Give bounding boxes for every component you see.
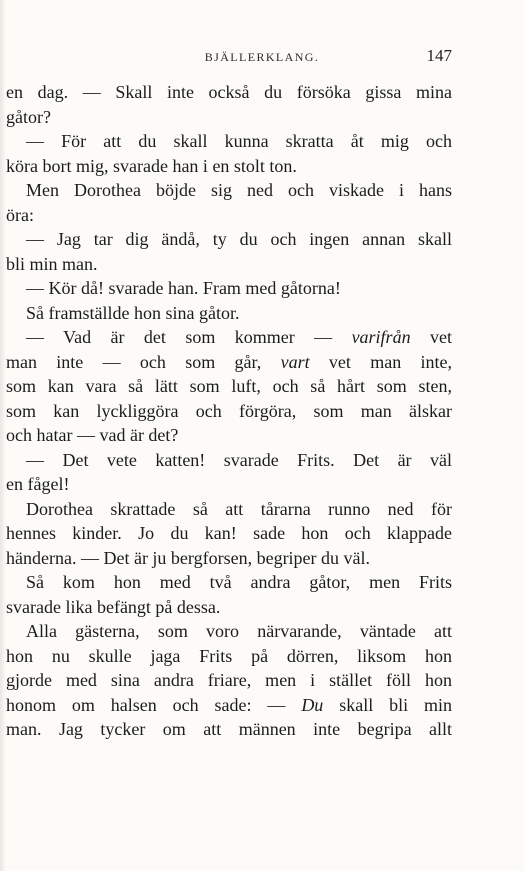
text-line-main: Men Dorothea böjde sig ned och viskade i hans	[26, 180, 452, 200]
text-line	[6, 325, 452, 350]
text-line-main: som kan lyckliggöra och förgöra, som man älskar	[6, 400, 452, 421]
running-head: BJÄLLERKLANG.	[204, 50, 320, 64]
text-line-main: en fågel!	[6, 474, 70, 494]
body-text	[6, 80, 452, 742]
text-line-italic: varifrån	[351, 327, 411, 347]
text-line-main: Alla gästerna, som voro närvarande, väntade att	[26, 621, 452, 641]
text-line-main: man inte — och som går,	[6, 351, 262, 372]
text-line-main: Så kom hon med två andra gåtor, men Frits	[26, 572, 452, 592]
text-line	[6, 570, 452, 595]
text-line-main: köra bort mig, svarade han i en stolt ton.	[6, 155, 297, 176]
text-line	[6, 80, 452, 105]
text-line-main: — Det vete katten! svarade Frits. Det är väl	[26, 449, 452, 470]
text-line	[6, 423, 452, 448]
page-header	[0, 44, 524, 68]
text-line-main: och hatar — vad är det?	[6, 425, 179, 445]
text-line	[6, 472, 452, 497]
text-line-main: hon nu skulle jaga Frits på dörren, liksom hon	[6, 645, 452, 666]
text-line	[6, 497, 452, 522]
text-line-main: man. Jag tycker om att männen inte begripa allt	[6, 719, 452, 739]
text-line-main: honom om halsen och sade: —	[6, 694, 286, 715]
text-line	[6, 644, 452, 669]
text-line-main: — Jag tar dig ändå, ty du och ingen annan skall	[26, 229, 452, 249]
text-line	[6, 595, 452, 620]
text-line	[6, 105, 452, 130]
text-line	[6, 203, 452, 228]
page-number: 147	[426, 46, 452, 65]
text-line-main: gjorde med sina andra friare, men i stället föll hon	[6, 670, 452, 690]
text-line	[6, 129, 452, 154]
text-line	[6, 399, 452, 424]
text-line	[6, 448, 452, 473]
text-line-tail: vet	[430, 327, 452, 347]
text-line-main: händerna. — Det är ju bergforsen, begriper du väl.	[6, 547, 371, 568]
text-line	[6, 227, 452, 252]
text-line	[6, 374, 452, 399]
text-line	[6, 276, 452, 301]
text-line-main: gåtor?	[6, 106, 51, 127]
text-line-main: hennes kinder. Jo du kan! sade hon och klappade	[6, 523, 452, 543]
text-line-main: — Vad är det som kommer —	[26, 327, 333, 347]
text-line-main: som kan vara så lätt som luft, och så hårt som sten,	[6, 376, 452, 396]
text-line	[6, 619, 452, 644]
text-line-tail: vet man inte,	[328, 351, 452, 372]
text-line-main: öra:	[6, 204, 34, 225]
text-line	[6, 154, 452, 179]
text-line-main: — Kör då! svarade han. Fram med gåtorna!	[26, 278, 341, 298]
text-line-main: Dorothea skrattade så att tårarna runno ned för	[26, 498, 452, 519]
text-line	[6, 301, 452, 326]
text-line	[6, 350, 452, 375]
text-line	[6, 668, 452, 693]
text-line-main: — För att du skall kunna skratta åt mig och	[26, 131, 452, 151]
text-line	[6, 546, 452, 571]
text-line	[6, 693, 452, 718]
text-line-main: bli min man.	[6, 253, 98, 274]
text-line	[6, 252, 452, 277]
text-line	[6, 178, 452, 203]
text-line-italic: Du	[301, 694, 324, 715]
text-line-main: svarade lika befängt på dessa.	[6, 596, 221, 617]
text-line-italic: vart	[280, 351, 310, 372]
text-line-main: en dag. — Skall inte också du försöka gissa mina	[6, 82, 452, 102]
text-line	[6, 717, 452, 742]
text-line-tail: skall bli min	[339, 694, 452, 715]
text-line	[6, 521, 452, 546]
text-line-main: Så framställde hon sina gåtor.	[26, 302, 240, 323]
